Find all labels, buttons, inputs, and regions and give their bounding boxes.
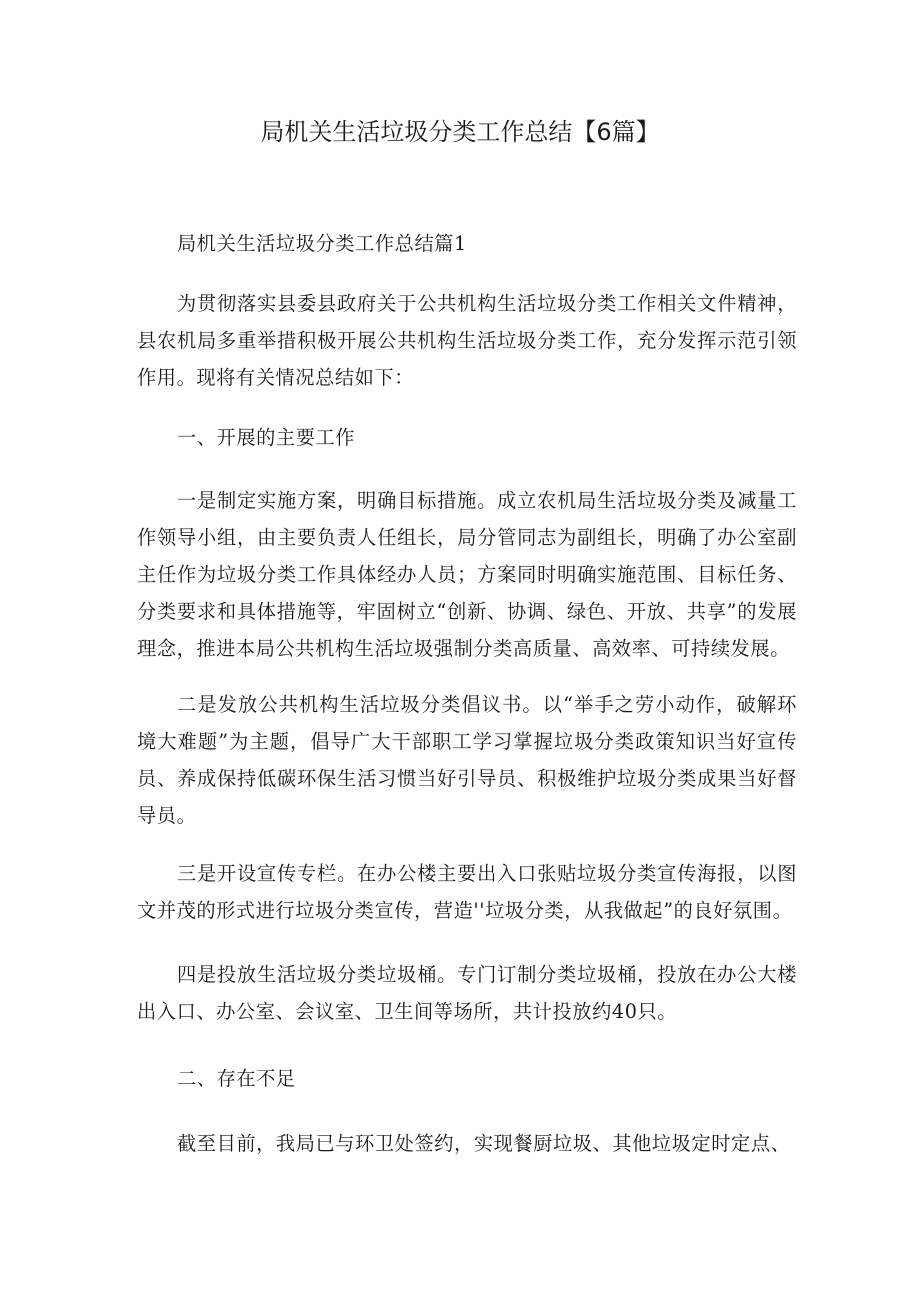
paragraph-implementation-plan: 一是制定实施方案，明确目标措施。成立农机局生活垃圾分类及减量工作领导小组，由主要负责人任组长，局分管同志为副组长，明确了办公室副主任作为垃圾分类工作具体经办人员；方案同时明确实施范围、目标任务、分类要求和具体措施等，牢固树立“创新、协调、绿色、开放、共享”的发展理念，推进本局公共机构生活垃圾强制分类高质量、高效率、可持续发展。 — [137, 489, 797, 660]
section-title: 局机关生活垃圾分类工作总结篇1 — [177, 232, 467, 255]
paragraph-publicity-column: 三是开设宣传专栏。在办公楼主要出入口张贴垃圾分类宣传海报，以图文并茂的形式进行垃圾分类宣传，营造''垃圾分类，从我做起”的良好氛围。 — [137, 862, 797, 922]
paragraph-proposal: 二是发放公共机构生活垃圾分类倡议书。以“举手之劳小动作，破解环境大难题”为主题，倡导广大干部职工学习掌握垃圾分类政策知识当好宣传员、养成保持低碳环保生活习惯当好引导员、积极维护垃圾分类成果当好督导员。 — [137, 693, 797, 827]
intro-paragraph: 为贯彻落实县委县政府关于公共机构生活垃圾分类工作相关文件精神，县农机局多重举措积极开展公共机构生活垃圾分类工作，充分发挥示范引领作用。现将有关情况总结如下： — [137, 292, 797, 389]
document-title: 局机关生活垃圾分类工作总结【6篇】 — [260, 118, 660, 146]
heading-shortcomings: 二、存在不足 — [177, 1067, 296, 1090]
paragraph-current-status: 截至目前，我局已与环卫处签约，实现餐厨垃圾、其他垃圾定时定点、 — [177, 1132, 791, 1155]
paragraph-trash-bins: 四是投放生活垃圾分类垃圾桶。专门订制分类垃圾桶，投放在办公大楼出入口、办公室、会议室、卫生间等场所，共计投放约40只。 — [137, 963, 797, 1023]
heading-main-work: 一、开展的主要工作 — [177, 426, 356, 449]
